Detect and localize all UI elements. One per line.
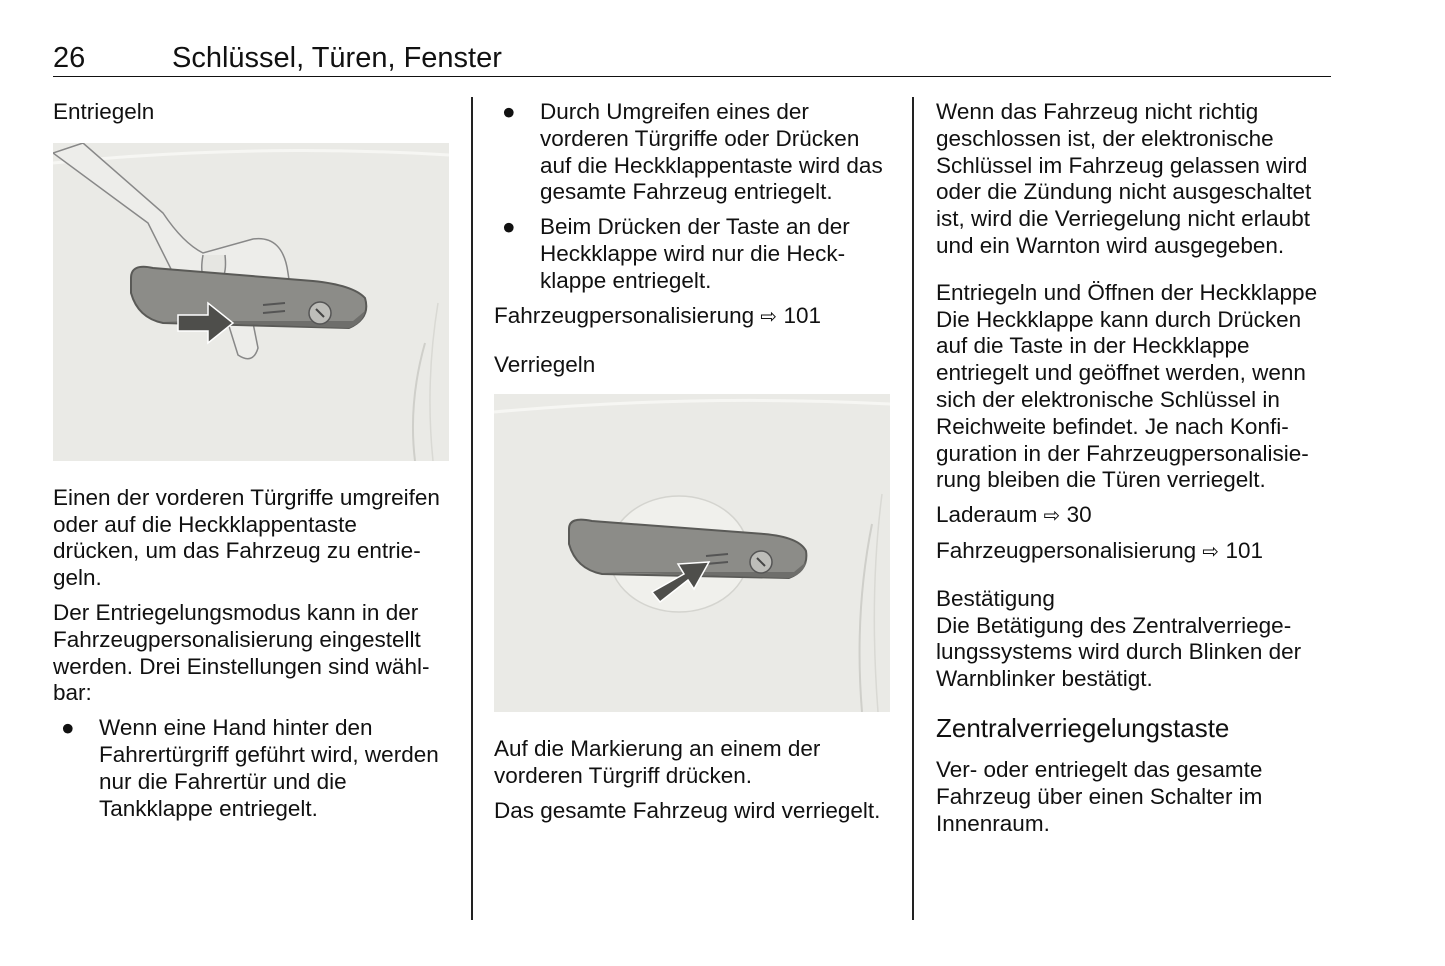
paragraph: Die Betätigung des Zentralverriegelungssystems wird durch Blinken der Warnblinker bestätigt. — [936, 612, 1302, 692]
column-middle — [494, 99, 890, 825]
section-heading-zentralverriegelungstaste: Zentralverriegelungstaste — [936, 712, 1230, 743]
cross-reference — [936, 538, 1332, 566]
page-header — [53, 40, 1331, 77]
cross-reference — [936, 502, 1332, 530]
cross-reference-text: Laderaum — [936, 502, 1038, 528]
page-number: 26 — [53, 42, 86, 74]
section-heading-verriegeln: Verriegeln — [494, 352, 596, 378]
list-item-text: Wenn eine Hand hinter den Fahrertürgriff geführt wird, werden nur die Fahrertür und die Tankklappe entriegelt. — [99, 715, 439, 821]
paragraph: Das gesamte Fahrzeug wird verriegelt. — [494, 797, 881, 823]
bullet-dot-icon: ● — [502, 99, 516, 124]
bullet-list — [53, 715, 449, 822]
reference-arrow-icon: ⇨ — [1043, 505, 1061, 528]
paragraph: Ver- oder entriegelt das gesamte Fahrzeug über einen Schalter im Innenraum. — [936, 756, 1263, 836]
cross-reference-page: 101 — [783, 302, 821, 328]
cross-reference-text: Fahrzeugpersonalisierung — [494, 302, 755, 328]
list-item-text: Durch Umgreifen eines der vorderen Türgriffe oder Drücken auf die Heckklappentaste wird das gesamte Fahrzeug entriegelt. — [540, 99, 883, 205]
paragraph: Der Entriegelungsmodus kann in der Fahrzeugpersonalisierung eingestellt werden. Drei Einstellungen sind wählbar: — [53, 599, 430, 706]
cross-reference-page: 30 — [1066, 502, 1092, 528]
bullet-dot-icon: ● — [61, 715, 75, 741]
reference-arrow-icon: ⇨ — [1202, 540, 1220, 563]
list-item — [494, 214, 890, 294]
column-right — [936, 99, 1332, 837]
bullet-dot-icon: ● — [502, 214, 516, 240]
cross-reference-text: Fahrzeugpersonalisierung — [936, 537, 1197, 563]
paragraph: Auf die Markierung an einem der vorderen Türgriff drücken. — [494, 736, 821, 788]
section-heading-bestaetigung: Bestätigung — [936, 585, 1055, 611]
column-left — [53, 99, 449, 822]
cross-reference-page: 101 — [1225, 537, 1263, 563]
section-heading-heckklappe: Entriegeln und Öffnen der Heckklappe — [936, 279, 1318, 305]
cross-reference — [494, 303, 890, 331]
bullet-list — [494, 99, 890, 295]
unlock-door-handle-illustration — [53, 143, 449, 461]
lock-door-handle-illustration — [494, 394, 890, 712]
paragraph: Einen der vorderen Türgriffe umgreifen oder auf die Heckklappentaste drücken, um das Fahrzeug zu entriegeln. — [53, 484, 440, 591]
list-item-text: Beim Drücken der Taste an der Heckklappe wird nur die Heckklappe entriegelt. — [540, 214, 850, 293]
list-item — [494, 99, 890, 206]
reference-arrow-icon: ⇨ — [760, 305, 778, 328]
list-item — [53, 715, 449, 822]
paragraph: Wenn das Fahrzeug nicht richtig geschlossen ist, der elektronische Schlüssel im Fahrzeug gelassen wird oder die Zündung nicht ausgeschaltet ist, wird die Verriegelung nicht erlaubt und ein Warnton wird ausgegeben. — [936, 99, 1312, 258]
section-heading-entriegeln: Entriegeln — [53, 99, 155, 124]
column-divider — [912, 97, 914, 920]
column-divider — [471, 97, 473, 920]
page-title: Schlüssel, Türen, Fenster — [172, 42, 502, 74]
paragraph: Die Heckklappe kann durch Drücken auf die Taste in der Heckklappe entriegelt und geöffnet werden, wenn sich der elektronische Schlüssel in Reichweite befindet. Je nach Konfiguration in der Fahrzeugpersonalisierung bleiben die Türen verriegelt. — [936, 306, 1309, 493]
